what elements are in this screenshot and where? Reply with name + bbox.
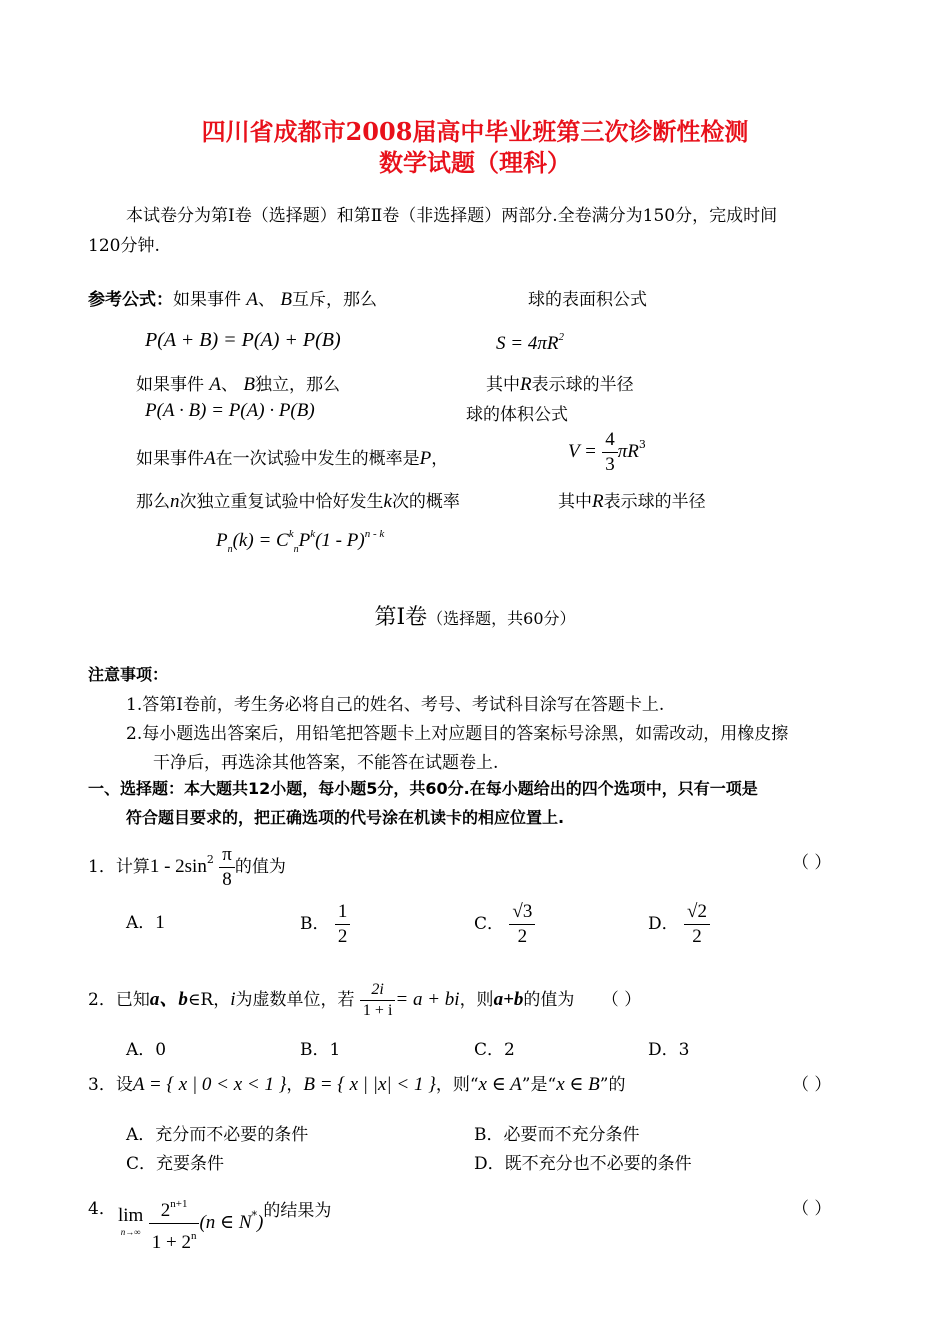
formula-binom-line xyxy=(136,487,460,513)
radius-note-1: 其中R表示球的半径 xyxy=(486,374,634,395)
indep-formula: P(A · B) = P(A) · P(B) xyxy=(145,400,315,421)
q2-option-a: A．0 xyxy=(126,1040,167,1060)
formula-heading: 参考公式： xyxy=(88,290,173,310)
q2-option-c: C．2 xyxy=(474,1040,515,1060)
sphere-area-label: 球的表面积公式 xyxy=(528,290,647,310)
sphere-area-formula: $S = 4\pi R^2$ xyxy=(496,331,564,354)
title-line-2: 数学试题（理科） xyxy=(379,148,571,177)
q3-option-a: A．充分而不必要的条件 xyxy=(126,1125,309,1145)
question-3: 3．设A = { x | 0 < x < 1 }，B = { x | |x| < 1 }，则“x ∈ A”是“x ∈ B”的 xyxy=(88,1074,626,1095)
q1-option-c: C． $\frac{√3}{2}$ xyxy=(474,900,535,949)
question-4-number: 4． xyxy=(88,1199,116,1219)
binom-suffix: 次的概率 xyxy=(391,492,460,512)
q3-option-d: D．既不充分也不必要的条件 xyxy=(474,1154,692,1174)
indep-suffix: 独立，那么 xyxy=(255,375,341,395)
part-1-line-2: 符合题目要求的，把正确选项的代号涂在机读卡的相应位置上. xyxy=(126,808,565,827)
binom-k: k xyxy=(383,491,392,512)
q2-option-b: B．1 xyxy=(300,1040,341,1060)
q2-option-d: D．3 xyxy=(648,1040,690,1060)
prob-suffix: ， xyxy=(431,449,449,469)
q3-option-c: C．充要条件 xyxy=(126,1154,225,1174)
notice-item-2-line-1: 2.每小题选出答案后，用铅笔把答题卡上对应题目的答案标号涂黑，如需改动，用橡皮擦 xyxy=(126,724,789,744)
q1-option-b: B． $\frac{1}{2}$ xyxy=(300,900,350,949)
question-4-expression: lim n→∞ $\frac{2^{n+1}}{1 + 2^n}$ (n ∈ N*)的结果为 xyxy=(118,1192,331,1255)
mutex-formula: P(A + B) = P(A) + P(B) xyxy=(145,329,341,351)
question-3-bracket: （ ） xyxy=(792,1075,832,1095)
mutex-a: A xyxy=(246,289,259,310)
prob-a: A xyxy=(204,448,216,469)
formula-prob-line xyxy=(136,444,448,470)
binom-n: n xyxy=(170,491,180,512)
q1-option-a: A．1 xyxy=(126,912,165,933)
formula-indep-line xyxy=(136,370,340,396)
sphere-volume-label: 球的体积公式 xyxy=(466,405,568,425)
binom-middle: 次独立重复试验中恰好发生 xyxy=(179,492,384,512)
part-1-line-1: 一、选择题：本大题共12小题，每小题5分，共60分.在每小题给出的四个选项中，只有一项是 xyxy=(88,779,758,798)
mutex-b: B xyxy=(280,289,293,310)
intro-line-1: 本试卷分为第Ⅰ卷（选择题）和第Ⅱ卷（非选择题）两部分.全卷满分为150分，完成时间 xyxy=(126,206,778,226)
prob-p: P xyxy=(419,448,432,469)
q1-option-d: D． $\frac{√2}{2}$ xyxy=(648,900,710,949)
question-2: 2．已知a、b∈R，i为虚数单位，若 $\frac{2i}{1 + i}$ = a + bi，则a+b的值为 （ ） xyxy=(88,981,642,1019)
question-1: 1．计算$1 - 2\sin^2$ $\frac{\pi}{8}$ 的值为 xyxy=(88,844,286,890)
sphere-volume-formula: V = $\frac{4}{3}$ $\pi R^3$ xyxy=(568,429,646,475)
indep-a: A xyxy=(209,374,222,395)
intro-line-2: 120分钟. xyxy=(88,236,160,256)
indep-sep: 、 xyxy=(221,375,239,395)
question-4-bracket: （ ） xyxy=(792,1199,832,1219)
indep-b: B xyxy=(243,374,256,395)
section-1-heading: 第Ⅰ卷（选择题，共60分） xyxy=(374,605,576,630)
prob-middle: 在一次试验中发生的概率是 xyxy=(215,449,420,469)
question-1-bracket: （ ） xyxy=(792,853,832,873)
binom-formula: $P_n(k) = C^k_nP^k(1 - P)^{n - k}$ xyxy=(216,528,385,555)
prob-prefix: 如果事件 xyxy=(136,449,204,469)
mutex-prefix: 如果事件 xyxy=(173,290,241,310)
notice-item-2-line-2: 干净后，再选涂其他答案，不能答在试题卷上. xyxy=(153,753,499,773)
formula-mutex-line xyxy=(88,285,377,311)
notice-item-1: 1.答第Ⅰ卷前，考生务必将自己的姓名、考号、考试科目涂写在答题卡上. xyxy=(126,695,665,715)
radius-note-2: 其中R表示球的半径 xyxy=(558,491,706,512)
title-line-1: 四川省成都市2008届高中毕业班第三次诊断性检测 xyxy=(201,117,749,146)
mutex-sep: 、 xyxy=(258,290,276,310)
binom-prefix: 那么 xyxy=(136,492,170,512)
mutex-suffix: 互斥，那么 xyxy=(292,290,378,310)
indep-prefix: 如果事件 xyxy=(136,375,204,395)
notice-heading: 注意事项： xyxy=(88,665,169,684)
q3-option-b: B．必要而不充分条件 xyxy=(474,1125,640,1145)
